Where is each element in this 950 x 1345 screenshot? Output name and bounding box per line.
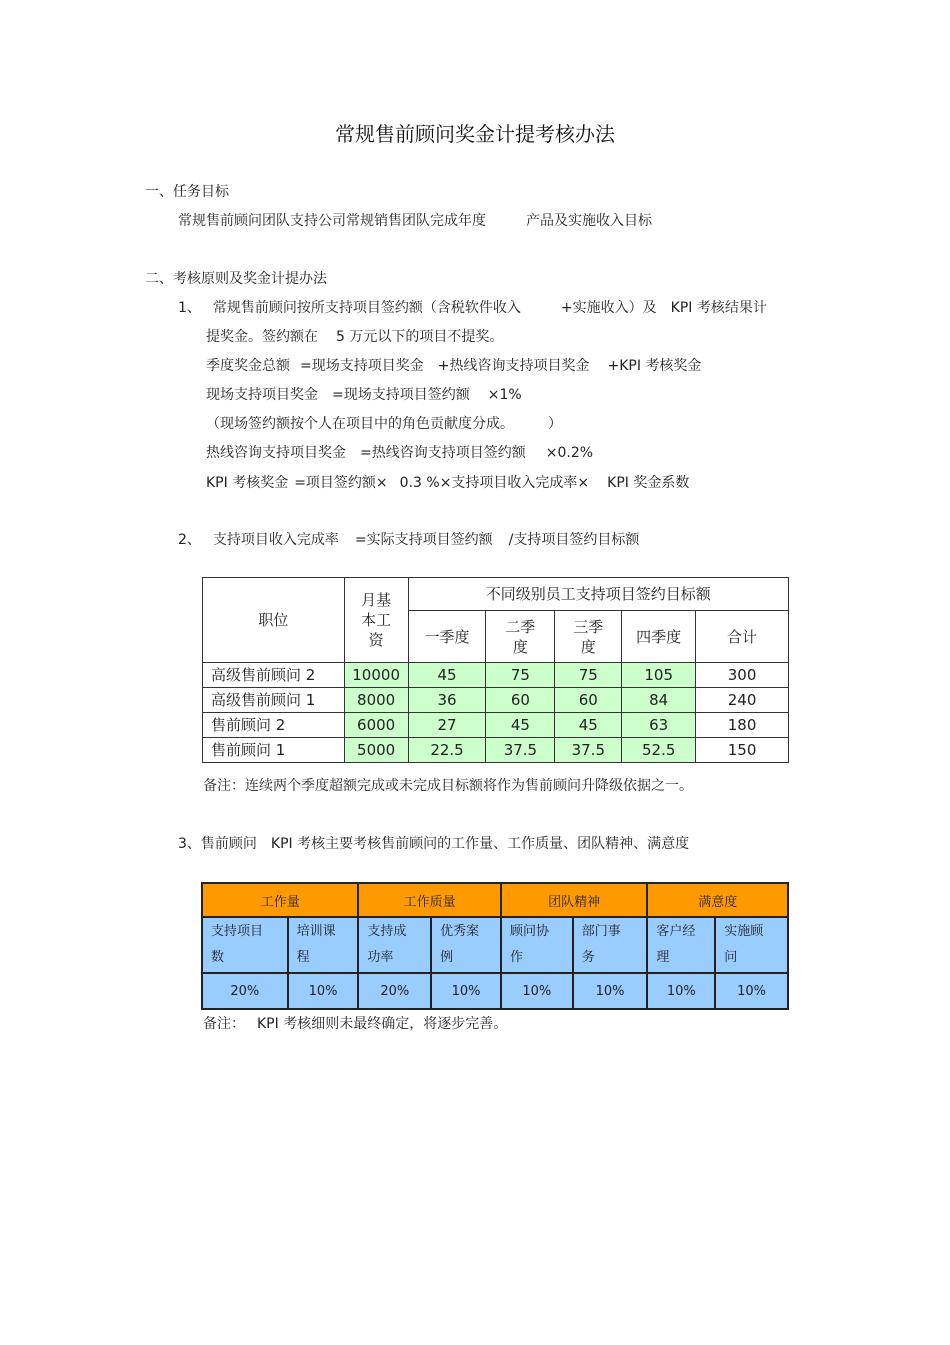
header-q2-line1: 二季	[505, 617, 536, 636]
kpi-weight: 10%	[288, 973, 359, 1009]
cell-total: 300	[696, 663, 789, 688]
header-q2-line2: 度	[512, 637, 528, 656]
kpi-weight: 20%	[358, 973, 431, 1009]
item1-l3b: =现场支持项目奖金	[300, 358, 424, 374]
kpi-weight: 10%	[715, 973, 788, 1009]
item2-line	[178, 529, 639, 549]
kpi-item	[647, 917, 715, 973]
cell-salary: 5000	[344, 738, 408, 763]
kpi-table	[201, 882, 789, 1010]
cell-q4: 84	[622, 688, 696, 713]
item2-number: 2、	[178, 532, 201, 548]
kpi-item-line2: 程	[296, 950, 310, 965]
kpi-item-line2: 问	[724, 950, 738, 965]
kpi-weight: 20%	[202, 973, 288, 1009]
kpi-item-line1: 支持项目	[211, 924, 264, 939]
item1-l1b: +实施收入）及	[560, 300, 657, 316]
item1-l1c: KPI 考核结果计	[670, 300, 767, 316]
cell-q4: 52.5	[622, 738, 696, 763]
kpi-item-line2: 功率	[367, 950, 394, 965]
kpi-note-text: KPI 考核细则未最终确定，将逐步完善。	[257, 1016, 508, 1032]
cell-q3: 45	[555, 713, 622, 738]
salary-target-table	[202, 577, 789, 763]
kpi-item	[501, 917, 573, 973]
item1-line3	[206, 355, 701, 375]
header-q3	[555, 611, 622, 663]
item1-line4	[206, 384, 522, 404]
table-row	[203, 738, 789, 763]
item2-b: =实际支持项目签约额	[354, 532, 493, 548]
kpi-item-line2: 例	[440, 950, 454, 965]
section2-heading: 二、考核原则及奖金计提办法	[145, 271, 327, 287]
header-total: 合计	[696, 611, 789, 663]
item3-b: KPI 考核主要考核售前顾问的工作量、工作质量、团队精神、满意度	[270, 836, 690, 852]
cell-salary: 8000	[344, 688, 408, 713]
cell-salary: 10000	[344, 663, 408, 688]
item1-number: 1、	[178, 300, 201, 316]
header-q2	[486, 611, 555, 663]
cell-q1: 27	[408, 713, 486, 738]
kpi-item	[358, 917, 431, 973]
item3-a: 3、售前顾问	[178, 836, 257, 852]
section1-text-a: 常规售前顾问团队支持公司常规销售团队完成年度	[178, 213, 486, 229]
item1-l7d: KPI 奖金系数	[607, 475, 690, 491]
kpi-item	[202, 917, 288, 973]
item1-l4c: ×1%	[487, 387, 522, 403]
kpi-group-workload: 工作量	[202, 883, 358, 917]
item1-l2a: 提奖金。签约额在	[206, 329, 318, 345]
kpi-item-line1: 支持成	[367, 924, 407, 939]
kpi-item	[573, 917, 648, 973]
table-row	[203, 713, 789, 738]
item1-l7a: KPI 考核奖金	[206, 475, 289, 491]
cell-q1: 22.5	[408, 738, 486, 763]
item1-l6a: 热线咨询支持项目奖金	[206, 445, 346, 461]
header-q3-line2: 度	[580, 637, 596, 656]
item3-line	[178, 833, 689, 853]
cell-total: 150	[696, 738, 789, 763]
item1-l5a: （现场签约额按个人在项目中的角色贡献度分成。	[206, 416, 514, 432]
cell-q2: 75	[486, 663, 555, 688]
header-q1: 一季度	[408, 611, 486, 663]
item1-line1	[178, 297, 767, 317]
kpi-group-teamwork: 团队精神	[501, 883, 647, 917]
table-row	[203, 688, 789, 713]
table-row	[203, 663, 789, 688]
cell-q1: 45	[408, 663, 486, 688]
cell-q2: 37.5	[486, 738, 555, 763]
item1-line6	[206, 442, 593, 462]
item1-l3a: 季度奖金总额	[206, 358, 290, 374]
item1-l3d: +KPI 考核奖金	[607, 358, 702, 374]
kpi-item	[431, 917, 501, 973]
kpi-group-quality: 工作质量	[358, 883, 501, 917]
kpi-item-line2: 务	[581, 950, 595, 965]
cell-q4: 105	[622, 663, 696, 688]
item1-l2b: 5 万元以下的项目不提奖。	[336, 329, 504, 345]
kpi-item	[715, 917, 788, 973]
cell-q2: 60	[486, 688, 555, 713]
item1-line5	[206, 413, 562, 433]
kpi-item	[288, 917, 359, 973]
item1-l4a: 现场支持项目奖金	[206, 387, 318, 403]
item1-l5b: ）	[548, 416, 562, 432]
header-q3-line1: 三季	[573, 617, 604, 636]
kpi-item-line1: 培训课	[296, 924, 336, 939]
item1-l1a: 常规售前顾问按所支持项目签约额（含税软件收入	[212, 300, 521, 316]
item1-l6b: =热线咨询支持项目签约额	[360, 445, 526, 461]
kpi-weight: 10%	[501, 973, 573, 1009]
kpi-item-line1: 客户经	[656, 924, 696, 939]
cell-salary: 6000	[344, 713, 408, 738]
section1-text	[178, 210, 652, 230]
header-target-group: 不同级别员工支持项目签约目标额	[408, 578, 788, 611]
header-salary-line1: 月基	[361, 591, 392, 609]
kpi-item-line2: 理	[656, 950, 670, 965]
header-q4: 四季度	[622, 611, 696, 663]
item1-l4b: =现场支持项目签约额	[332, 387, 470, 403]
item2-c: /支持项目签约目标额	[508, 532, 640, 548]
cell-total: 240	[696, 688, 789, 713]
kpi-item-line1: 顾问协	[509, 924, 549, 939]
item1-l6c: ×0.2%	[545, 445, 594, 461]
kpi-item-line2: 作	[509, 950, 523, 965]
header-base-salary	[344, 578, 408, 663]
item1-l7b: =项目签约额×	[294, 475, 388, 491]
item2-a: 支持项目收入完成率	[212, 532, 339, 548]
item1-l7c: 0.3 %×支持项目收入完成率×	[399, 475, 590, 491]
header-salary-line2: 本工	[361, 611, 392, 629]
cell-total: 180	[696, 713, 789, 738]
cell-q4: 63	[622, 713, 696, 738]
item1-l3c: +热线咨询支持项目奖金	[437, 358, 590, 374]
cell-q1: 36	[408, 688, 486, 713]
kpi-table-note	[203, 1013, 507, 1033]
cell-position: 售前顾问 2	[203, 713, 345, 738]
kpi-weight: 10%	[647, 973, 715, 1009]
header-position: 职位	[203, 578, 345, 663]
page-title: 常规售前顾问奖金计提考核办法	[335, 122, 615, 146]
section1-heading: 一、任务目标	[145, 184, 229, 200]
kpi-item-line1: 实施顾	[724, 924, 764, 939]
header-salary-line3: 资	[368, 631, 384, 649]
kpi-item-line1: 部门事	[581, 924, 621, 939]
cell-q3: 37.5	[555, 738, 622, 763]
cell-position: 高级售前顾问 2	[203, 663, 345, 688]
kpi-item-line1: 优秀案	[440, 924, 480, 939]
item1-line7	[206, 472, 689, 492]
cell-position: 高级售前顾问 1	[203, 688, 345, 713]
kpi-group-satisfaction: 满意度	[647, 883, 788, 917]
kpi-weight: 10%	[573, 973, 648, 1009]
section1-text-b: 产品及实施收入目标	[526, 213, 652, 229]
kpi-note-label: 备注：	[203, 1016, 245, 1032]
cell-q3: 60	[555, 688, 622, 713]
cell-q2: 45	[486, 713, 555, 738]
item1-line2	[206, 326, 503, 346]
salary-table-note: 备注：连续两个季度超额完成或未完成目标额将作为售前顾问升降级依据之一。	[203, 778, 693, 794]
kpi-item-line2: 数	[211, 950, 225, 965]
cell-position: 售前顾问 1	[203, 738, 345, 763]
cell-q3: 75	[555, 663, 622, 688]
kpi-weight: 10%	[431, 973, 501, 1009]
